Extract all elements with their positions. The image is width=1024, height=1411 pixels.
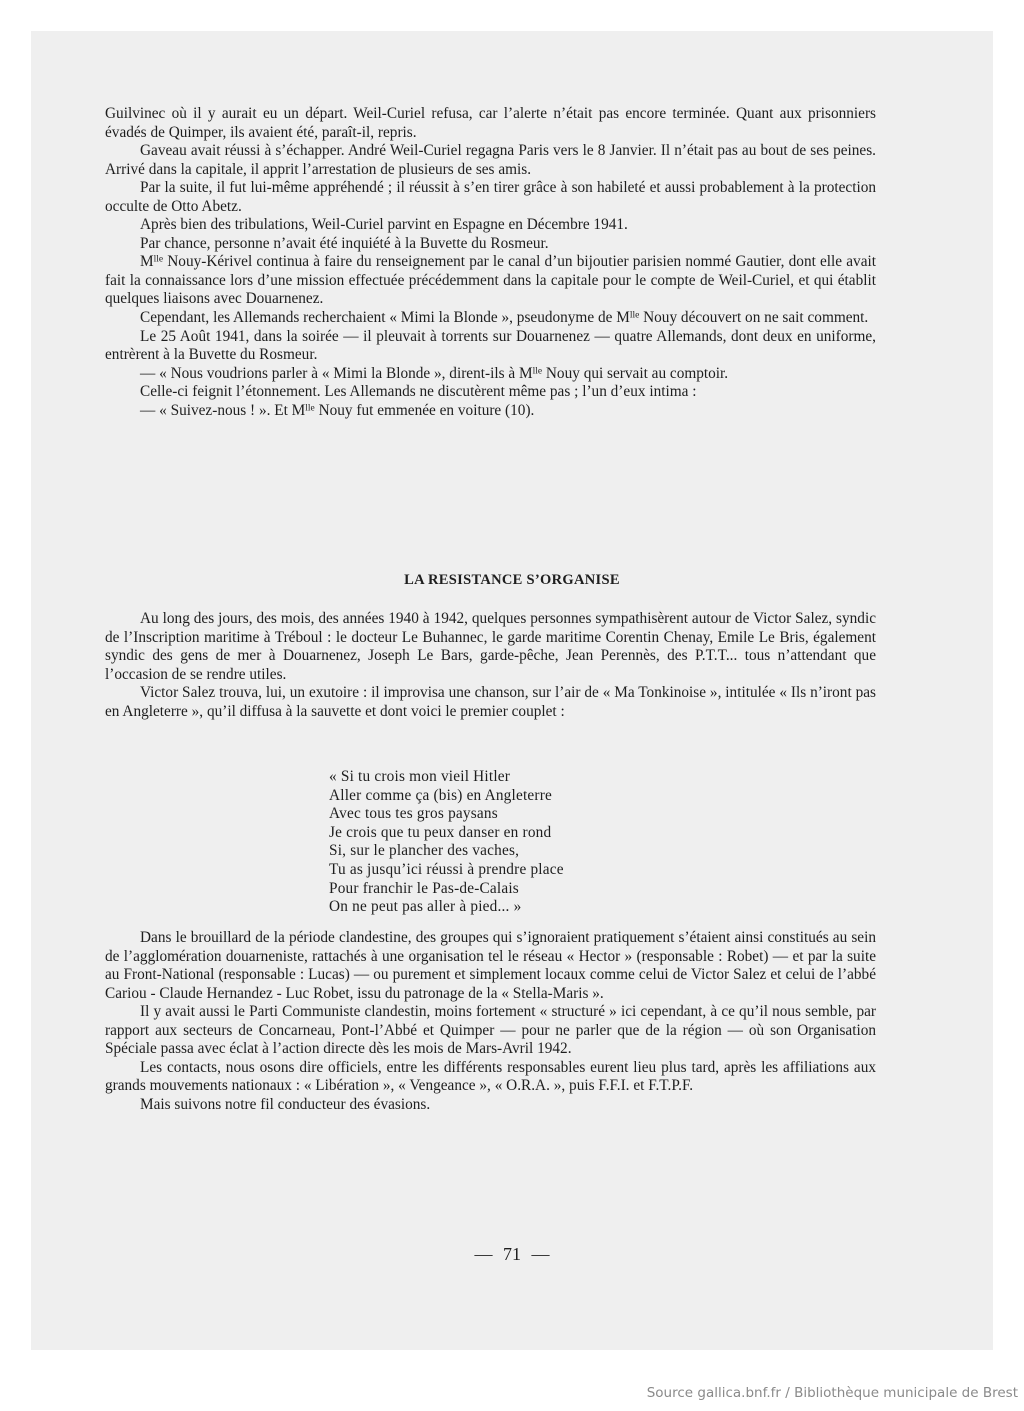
section-heading: LA RESISTANCE S’ORGANISE <box>404 572 620 588</box>
superscript: lle <box>532 366 543 377</box>
paragraph: Dans le brouillard de la période clandestine, des groupes qui s’ignoraient pratiquement s’étaient ainsi constitués au sein de l’agglomération douarneniste, rattachés à une organisation tel le réseau « Hector » (responsable : Robet) — et par la suite au Front-National (responsable : Lucas) — ou purement et simplement locaux comme celui de Victor Salez et celui de l’abbé Cariou - Claude Hernandez - Luc Robet, issu du patronage de la « Stella-Maris ». <box>105 929 876 1002</box>
verse-line: Pour franchir le Pas-de-Calais <box>329 879 519 897</box>
paragraph: Après bien des tribulations, Weil-Curiel parvint en Espagne en Décembre 1941. <box>140 216 628 234</box>
paragraph: Par chance, personne n’avait été inquiété à la Buvette du Rosmeur. <box>140 234 549 252</box>
verse-line: Aller comme ça (bis) en Angleterre <box>329 786 552 804</box>
superscript: lle <box>305 403 315 414</box>
paragraph: Le 25 Août 1941, dans la soirée — il pleuvait à torrents sur Douarnenez — quatre Allemands, dont deux en uniforme, entrèrent à la Buvette du Rosmeur. <box>105 327 876 364</box>
paragraph <box>105 309 876 328</box>
paragraph: Par la suite, il fut lui-même appréhendé ; il réussit à s’en tirer grâce à son habileté et aussi probablement à la protection occulte de Otto Abetz. <box>105 179 876 215</box>
top-text-block <box>105 105 876 420</box>
page-number: — 71 — <box>474 1244 550 1264</box>
paragraph: Gaveau avait réussi à s’échapper. André Weil-Curiel regagna Paris vers le 8 Janvier. Il n’était pas au bout de ses peines. Arrivé dans la capitale, il apprit l’arrestation de plusieurs de ses amis. <box>105 142 876 178</box>
paragraph-lead: Cependant, les Allemands recherchaient « Mimi la Blonde », pseudonyme de M <box>140 309 630 327</box>
paragraph: Mais suivons notre fil conducteur des évasions. <box>140 1095 431 1113</box>
paragraph: Celle-ci feignit l’étonnement. Les Allemands ne discutèrent même pas ; l’un d’eux intima : <box>140 383 697 401</box>
paragraph <box>105 253 876 309</box>
paragraph-lead: — « Nous voudrions parler à « Mimi la Blonde », dirent-ils à M <box>140 364 533 382</box>
paragraph: Il y avait aussi le Parti Communiste clandestin, moins fortement « structuré » ici cependant, à ce qu’il nous semble, par rapport aux secteurs de Concarneau, Pont-l’Abbé et Quimper — pour ne parler que de la région — où son Organisation Spéciale passa avec éclat à l’action directe dès les mois de Mars-Avril 1942. <box>105 1003 876 1058</box>
paragraph <box>105 365 876 384</box>
source-credit: Source gallica.bnf.fr / Bibliothèque municipale de Brest <box>646 1385 1018 1401</box>
song-verse <box>329 768 564 917</box>
verse-line: Tu as jusqu’ici réussi à prendre place <box>329 860 564 878</box>
paragraph <box>105 402 876 421</box>
paragraph-rest: Nouy qui servait au comptoir. <box>542 364 729 382</box>
superscript: lle <box>629 310 640 321</box>
paragraph-rest: Nouy fut emmenée en voiture (10). <box>314 401 535 419</box>
paragraph-lead: M <box>140 253 154 271</box>
paragraph-rest: Nouy-Kérivel continua à faire du renseignement par le canal d’un bijoutier parisien nommé Gautier, dont elle avait fait la connaissance lors d’une mission effectuée précédemment dans la capitale pour le compte de Weil-Curiel, et qui établit quelques liaisons avec Douarnenez. <box>105 253 876 308</box>
paragraph-rest: Nouy découvert on ne sait comment. <box>639 309 869 327</box>
superscript: lle <box>153 255 164 266</box>
verse-line: Je crois que tu peux danser en rond <box>329 823 552 841</box>
paragraph: Les contacts, nous osons dire officiels, entre les différents responsables eurent lieu plus tard, après les affiliations aux grands mouvements nationaux : « Libération », « Vengeance », « O.R.A. », puis F.F.I. et F.T.P.F. <box>105 1058 876 1095</box>
middle-text-block <box>105 610 876 721</box>
verse-line: « Si tu crois mon vieil Hitler <box>329 768 511 785</box>
bottom-text-block <box>105 929 876 1114</box>
verse-line: Si, sur le plancher des vaches, <box>329 842 520 860</box>
paragraph: Au long des jours, des mois, des années 1940 à 1942, quelques personnes sympathisèrent autour de Victor Salez, syndic de l’Inscription maritime à Tréboul : le docteur Le Buhannec, le garde maritime Corentin Chenay, Emile Le Bris, également syndic des gens de mer à Douarnenez, Joseph Le Bars, garde-pêche, Jean Perennès, des P.T.T... tous n’attendant que l’occasion de se rendre utiles. <box>105 610 876 683</box>
paragraph: Guilvinec où il y aurait eu un départ. Weil-Curiel refusa, car l’alerte n’était pas encore terminée. Quant aux prisonniers évadés de Quimper, ils avaient été, paraît-il, repris. <box>105 105 876 141</box>
verse-line: On ne peut pas aller à pied... » <box>329 898 522 916</box>
paragraph: Victor Salez trouva, lui, un exutoire : il improvisa une chanson, sur l’air de « Ma Tonkinoise », intitulée « Ils n’iront pas en Angleterre », qu’il diffusa à la sauvette et dont voici le premier couplet : <box>105 684 876 720</box>
verse-line: Avec tous tes gros paysans <box>329 805 498 823</box>
paragraph-lead: — « Suivez-nous ! ». Et M <box>140 401 306 419</box>
